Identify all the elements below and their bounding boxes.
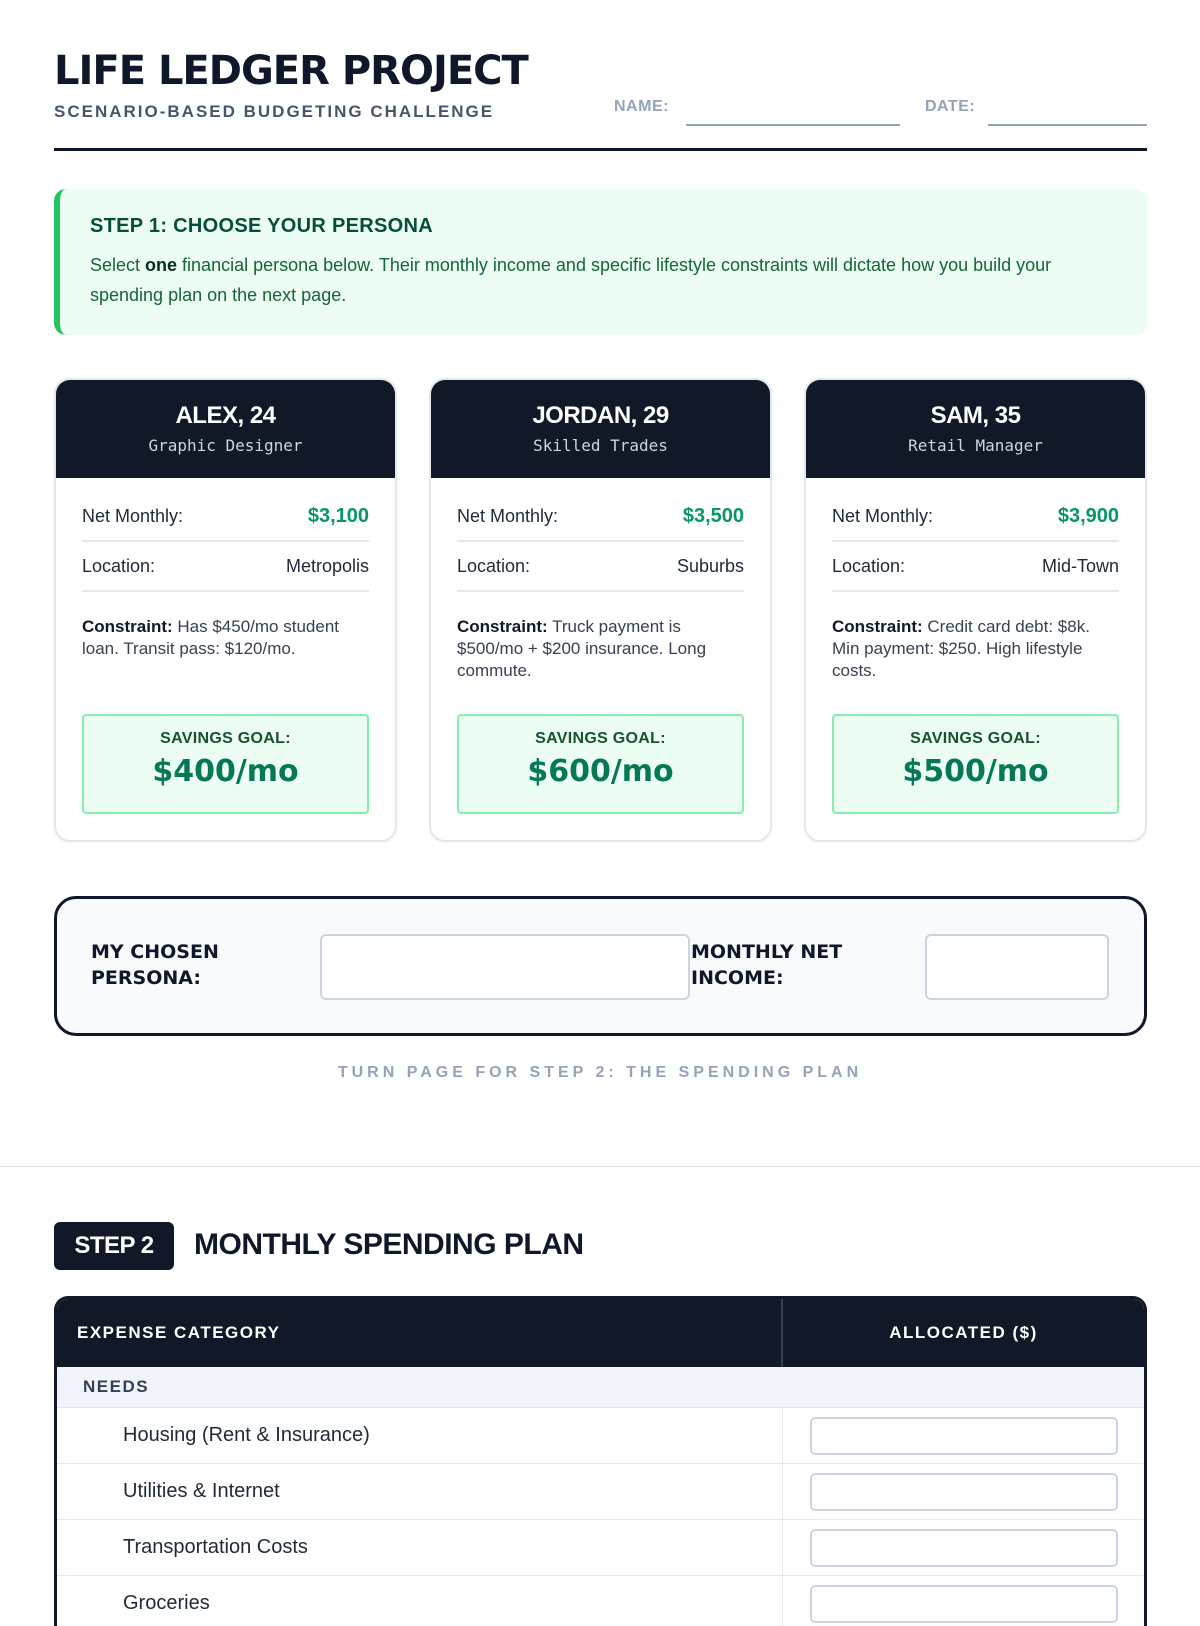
constraint-text: Constraint: Truck payment is $500/mo + $200 insurance. Long commute. [457,617,707,680]
group-row-needs: NEEDS [57,1367,1144,1408]
worksheet-header [54,48,1147,151]
persona-card-header [806,380,1145,478]
date-label: DATE: [925,98,976,115]
name-label: NAME: [614,98,669,115]
table-header [57,1299,1144,1367]
expense-category: Groceries [57,1576,783,1626]
step2-title: MONTHLY SPENDING PLAN [194,1228,584,1261]
persona-cards [54,378,1147,844]
allocated-input[interactable] [810,1529,1118,1567]
location-value: Metropolis [285,555,369,576]
persona-card-sam [804,378,1147,842]
savings-goal-label: SAVINGS GOAL: [910,730,1041,747]
persona-role: Retail Manager [908,436,1043,455]
step1-title: STEP 1: CHOOSE YOUR PERSONA [90,215,433,237]
allocated-input[interactable] [810,1417,1118,1455]
net-monthly-row [82,492,369,542]
savings-goal-box [457,714,744,814]
location-value: Suburbs [676,555,744,576]
allocated-input[interactable] [810,1585,1118,1623]
savings-goal-box [82,714,369,814]
expense-category: Transportation Costs [57,1520,783,1575]
persona-name: JORDAN, 29 [532,402,669,429]
page-divider [0,1166,1200,1167]
expense-category: Housing (Rent & Insurance) [57,1408,783,1463]
savings-goal-value: $600/mo [527,754,674,789]
savings-goal-value: $500/mo [902,754,1049,789]
chosen-persona-label: MY CHOSEN PERSONA: [91,941,219,989]
persona-name: SAM, 35 [930,402,1021,429]
persona-card-header [431,380,770,478]
monthly-net-income-input[interactable] [925,934,1109,1000]
location-label: Location: [457,555,531,576]
step1-instructions: Select one financial persona below. Their monthly income and specific lifestyle constraints will dictate how you build your spending plan on the next page. [90,255,1052,305]
persona-card-jordan [429,378,772,842]
net-monthly-row [832,492,1119,542]
persona-name: ALEX, 24 [175,402,276,429]
step2-heading [54,1222,1147,1270]
savings-goal-value: $400/mo [152,754,299,789]
savings-goal-label: SAVINGS GOAL: [160,730,291,747]
location-value: Mid-Town [1041,555,1119,576]
table-row [57,1520,1144,1576]
location-row [832,542,1119,592]
turn-page-note: TURN PAGE FOR STEP 2: THE SPENDING PLAN [337,1064,863,1081]
net-monthly-row [457,492,744,542]
date-field[interactable] [988,124,1147,126]
savings-goal-label: SAVINGS GOAL: [535,730,666,747]
step1-banner [54,189,1147,335]
page-subtitle: SCENARIO-BASED BUDGETING CHALLENGE [54,102,495,121]
net-monthly-value: $3,100 [307,504,369,527]
page-title: LIFE LEDGER PROJECT [54,48,528,94]
expense-category: Utilities & Internet [57,1464,783,1519]
chosen-persona-input[interactable] [320,934,690,1000]
savings-goal-box [832,714,1119,814]
name-field[interactable] [686,124,900,126]
net-monthly-label: Net Monthly: [457,505,559,526]
net-monthly-label: Net Monthly: [832,505,934,526]
location-label: Location: [82,555,156,576]
persona-card-header [56,380,395,478]
constraint-text: Constraint: Has $450/mo student loan. Transit pass: $120/mo. [82,617,339,658]
allocated-input[interactable] [810,1473,1118,1511]
column-header-category: EXPENSE CATEGORY [57,1299,783,1367]
table-row [57,1576,1144,1626]
monthly-net-income-label: MONTHLY NET INCOME: [691,941,843,989]
constraint-text: Constraint: Credit card debt: $8k. Min payment: $250. High lifestyle costs. [832,617,1090,680]
chosen-persona-box [54,896,1147,1036]
table-row [57,1464,1144,1520]
step2-badge: STEP 2 [54,1222,174,1270]
column-header-allocated: ALLOCATED ($) [889,1323,1038,1342]
persona-role: Skilled Trades [533,436,668,455]
persona-role: Graphic Designer [148,436,303,455]
net-monthly-value: $3,900 [1057,504,1119,527]
location-label: Location: [832,555,906,576]
location-row [457,542,744,592]
table-row [57,1408,1144,1464]
net-monthly-value: $3,500 [682,504,744,527]
persona-card-alex [54,378,397,842]
location-row [82,542,369,592]
net-monthly-label: Net Monthly: [82,505,184,526]
spending-plan-table [54,1296,1147,1626]
